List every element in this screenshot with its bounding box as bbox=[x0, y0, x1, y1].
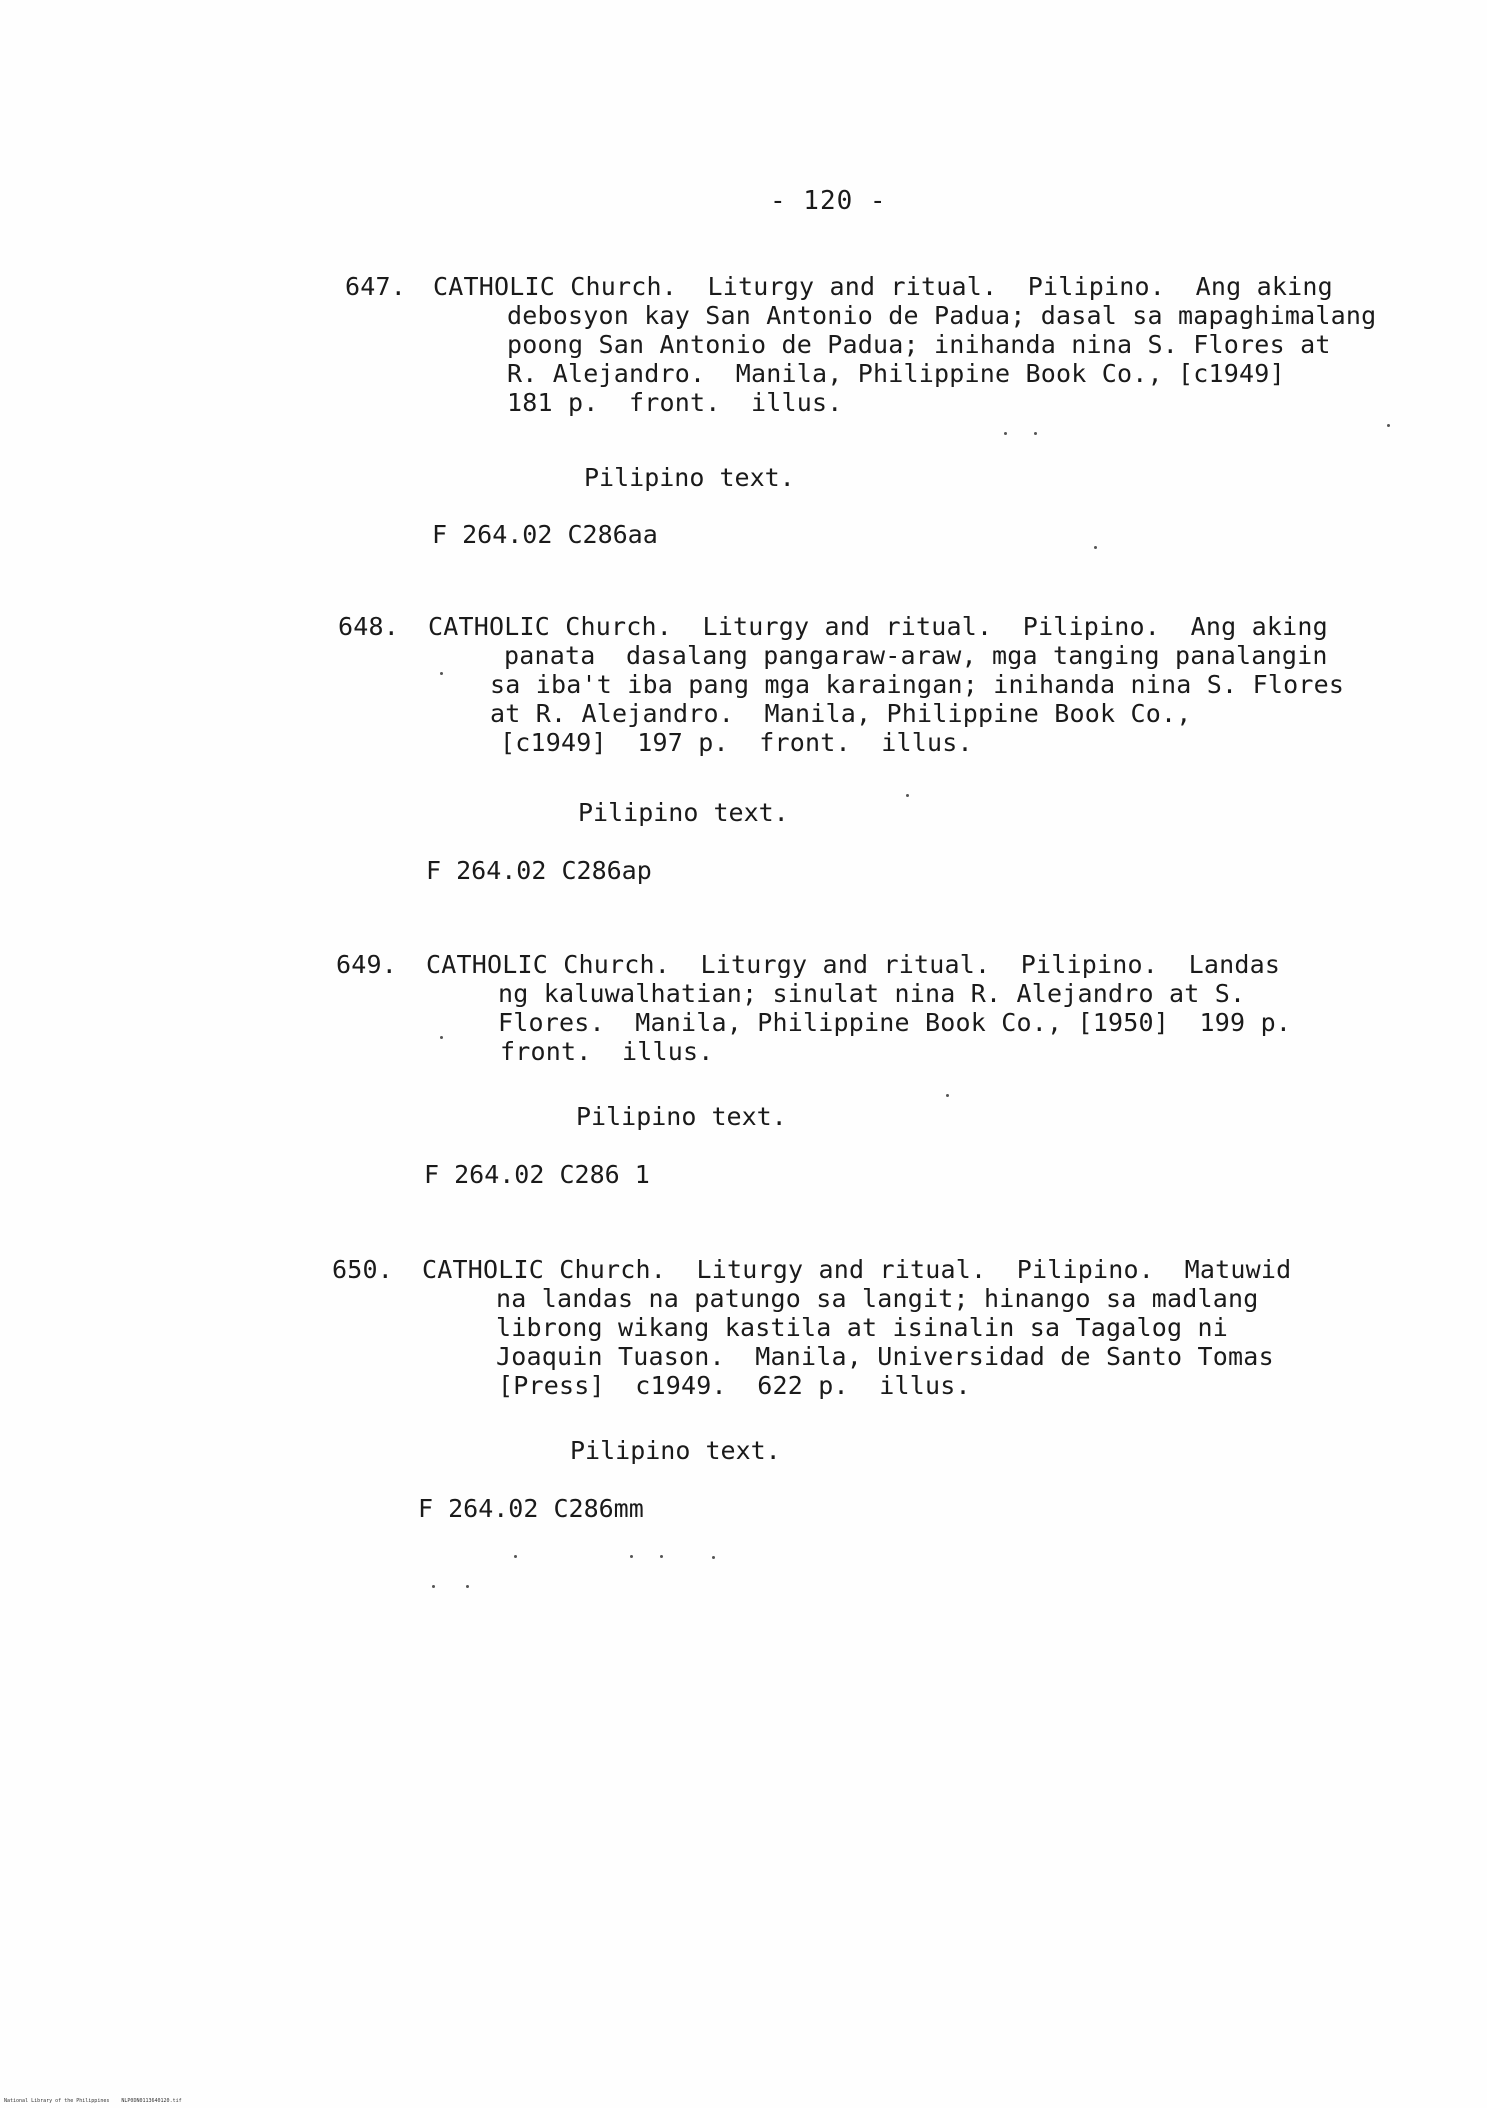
entry-line: CATHOLIC Church. Liturgy and ritual. Pilipino. Ang aking bbox=[428, 612, 1328, 641]
call-number: F 264.02 C286ap bbox=[426, 856, 652, 885]
call-number: F 264.02 C286 1 bbox=[424, 1160, 650, 1189]
scan-speck bbox=[1094, 546, 1097, 549]
scan-speck bbox=[514, 1555, 517, 1558]
catalog-entry-648 bbox=[338, 612, 1368, 772]
entry-number: 650. bbox=[332, 1255, 394, 1284]
entry-line: CATHOLIC Church. Liturgy and ritual. Pilipino. Landas bbox=[426, 950, 1281, 979]
entry-line: poong San Antonio de Padua; inihanda nina S. Flores at bbox=[507, 330, 1331, 359]
entry-line: R. Alejandro. Manila, Philippine Book Co., [c1949] bbox=[507, 359, 1285, 388]
entry-number: 648. bbox=[338, 612, 400, 641]
scan-speck bbox=[1004, 432, 1007, 435]
entry-number: 649. bbox=[336, 950, 398, 979]
scan-speck bbox=[1034, 432, 1037, 435]
catalog-entry-649 bbox=[336, 950, 1366, 1080]
entry-line: sa iba't iba pang mga karaingan; inihanda nina S. Flores bbox=[490, 670, 1345, 699]
entry-line: [c1949] 197 p. front. illus. bbox=[500, 728, 973, 757]
scan-speck bbox=[946, 1094, 949, 1097]
entry-line: [Press] c1949. 622 p. illus. bbox=[498, 1371, 971, 1400]
entry-line: na landas na patungo sa langit; hinango sa madlang bbox=[496, 1284, 1259, 1313]
scan-speck bbox=[432, 1585, 435, 1588]
call-number: F 264.02 C286aa bbox=[432, 520, 658, 549]
entry-line: Flores. Manila, Philippine Book Co., [1950] 199 p. bbox=[498, 1008, 1292, 1037]
scan-speck bbox=[440, 672, 443, 675]
scan-speck bbox=[466, 1585, 469, 1588]
entry-line: 181 p. front. illus. bbox=[507, 388, 843, 417]
entry-line: front. illus. bbox=[500, 1037, 714, 1066]
entry-line: CATHOLIC Church. Liturgy and ritual. Pilipino. Matuwid bbox=[422, 1255, 1292, 1284]
scan-speck bbox=[660, 1555, 663, 1558]
page-number: - 120 - bbox=[770, 186, 887, 216]
entry-line: librong wikang kastila at isinalin sa Tagalog ni bbox=[496, 1313, 1229, 1342]
entry-note: Pilipino text. bbox=[584, 463, 795, 492]
scan-speck bbox=[440, 1036, 443, 1039]
entry-line: panata dasalang pangaraw-araw, mga tanging panalangin bbox=[504, 641, 1328, 670]
entry-line: at R. Alejandro. Manila, Philippine Book Co., bbox=[490, 699, 1192, 728]
scan-speck bbox=[1387, 424, 1390, 427]
call-number: F 264.02 C286mm bbox=[418, 1494, 644, 1523]
scan-speck bbox=[712, 1556, 715, 1559]
entry-number: 647. bbox=[345, 272, 407, 301]
scan-speck bbox=[906, 794, 909, 797]
entry-line: Joaquin Tuason. Manila, Universidad de Santo Tomas bbox=[496, 1342, 1274, 1371]
catalog-entry-650 bbox=[332, 1255, 1362, 1415]
entry-note: Pilipino text. bbox=[578, 798, 789, 827]
scan-footer: National Library of the Philippines NLP0DN0113640120.tif bbox=[4, 2098, 182, 2104]
catalog-entry-647 bbox=[345, 272, 1377, 432]
scan-speck bbox=[630, 1555, 633, 1558]
entry-line: ng kaluwalhatian; sinulat nina R. Alejandro at S. bbox=[498, 979, 1246, 1008]
entry-note: Pilipino text. bbox=[570, 1436, 781, 1465]
entry-line: CATHOLIC Church. Liturgy and ritual. Pilipino. Ang aking bbox=[433, 272, 1333, 301]
entry-note: Pilipino text. bbox=[576, 1102, 787, 1131]
entry-line: debosyon kay San Antonio de Padua; dasal sa mapaghimalang bbox=[507, 301, 1377, 330]
